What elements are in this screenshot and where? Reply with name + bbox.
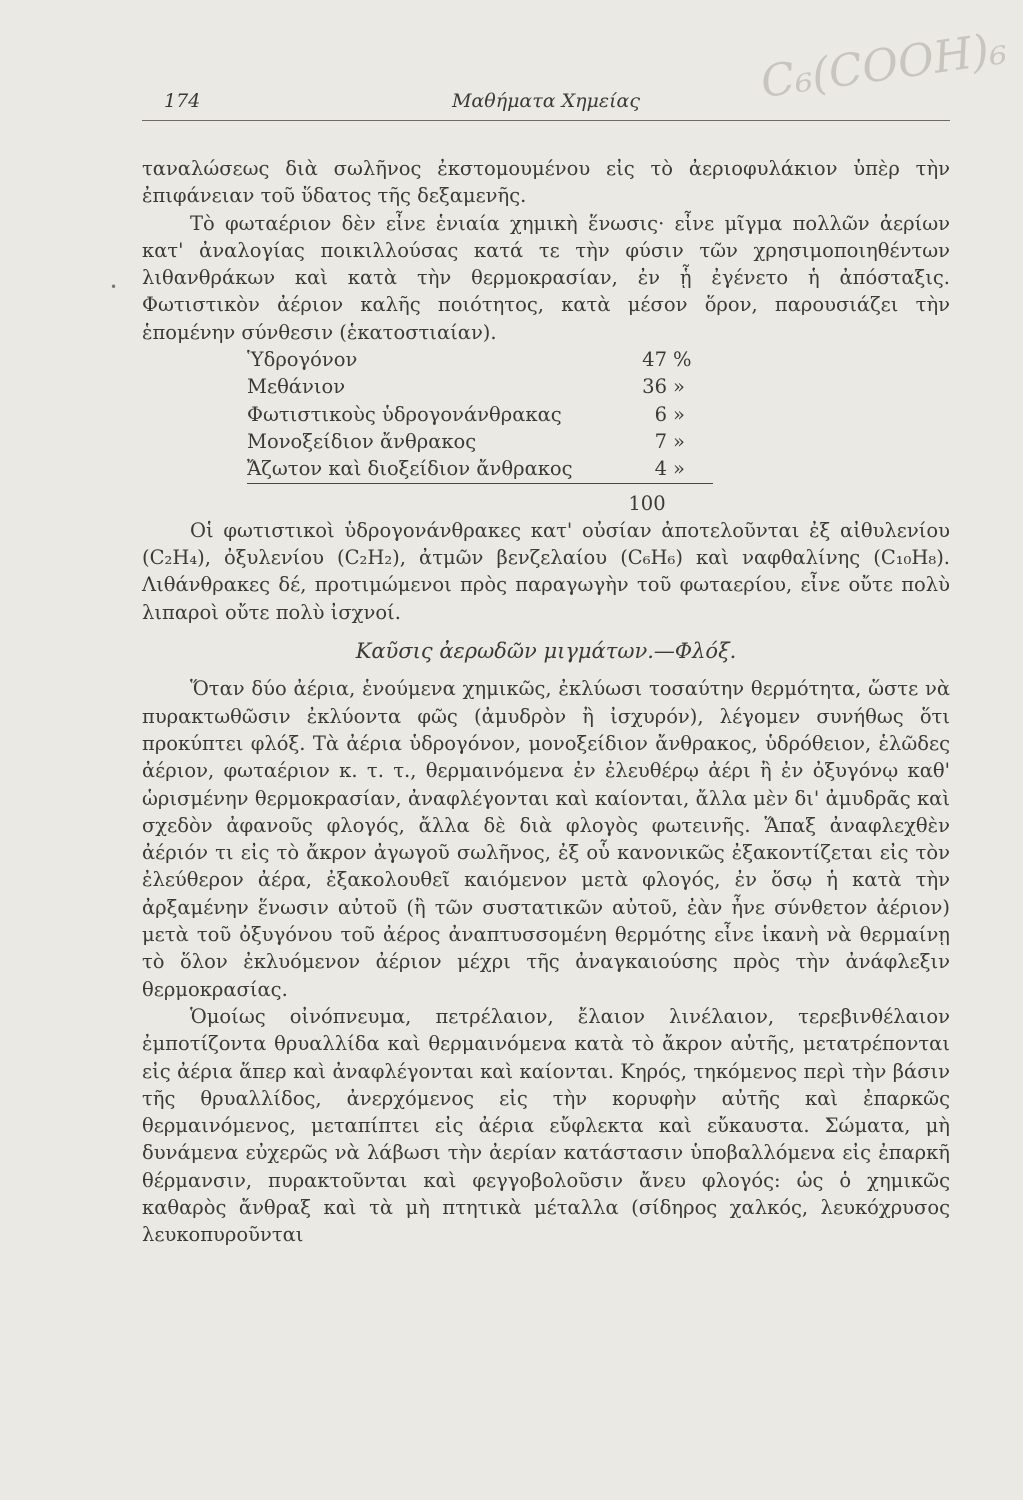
gas-value: 7: [654, 429, 667, 453]
gas-unit: »: [673, 429, 685, 453]
gas-name: Φωτιστικοὺς ὑδρογονάνθρακας: [247, 402, 562, 426]
gas-unit: »: [667, 455, 713, 483]
paragraph-liquids: Ὁμοίως οἰνόπνευμα, πετρέλαιον, ἔλαιον λινέλαιον, τερεβινθέλαιον ἐμποτίζοντα θρυαλλίδα καὶ θερμαινόμενα κατὰ τὸ ἄκρον αὐτῆς, μετατρέπονται εἰς ἀέρια ἅπερ καὶ ἀναφλέγονται καὶ καίονται. Κηρός, τηκόμενος περὶ τὴν βάσιν τῆς θρυαλλίδος, ἀνερχόμενος εἰς τὴν κορυφὴν αὐτῆς καὶ ἐπαρκῶς θερμαινόμενος, μεταπίπτει εἰς ἀέρια εὔφλεκτα καὶ εὔκαυστα. Σώματα, μὴ δυνάμενα εὐχερῶς νὰ λάβωσι τὴν ἀερίαν κατάστασιν ὑποβαλλόμενα εἰς ἐπαρκῆ θέρμανσιν, πυρακτοῦνται καὶ φεγγοβολοῦσιν ἄνευ φλογός: ὡς ὁ χημικῶς καθαρὸς ἄνθραξ καὶ τὰ μὴ πτητικὰ μέταλλα (σίδηρος χαλκός, λευκόχρυσος λευκοπυροῦνται: [142, 1004, 950, 1247]
gas-value: 47: [642, 348, 667, 372]
table-row: [247, 455, 713, 483]
paragraph-flame: Ὅταν δύο ἀέρια, ἑνούμενα χημικῶς, ἐκλύωσι τοσαύτην θερμότητα, ὥστε νὰ πυρακτωθῶσιν ἐκλύοντα φῶς (ἀμυδρὸν ἢ ἰσχυρόν), λέγομεν συνήθως ὅτι προκύπτει φλόξ. Τὰ ἀέρια ὑδρογόνον, μονοξείδιον ἄνθρακος, ὑδρόθειον, ἑλῶδες ἀέριον, φωταέριον κ. τ. τ., θερμαινόμενα ἐν ἐλευθέρῳ ἀέρι ἢ ἐν ὀξυγόνῳ καθ' ὡρισμένην θερμοκρασίαν, ἀναφλέγονται καὶ καίονται, ἄλλα μὲν δι' ἀμυδρᾶς καὶ σχεδὸν ἀφανοῦς φλογός, ἄλλα δὲ διὰ φλογὸς φωτεινῆς. Ἅπαξ ἀναφλεχθὲν ἀέριόν τι εἰς τὸ ἄκρον ἀγωγοῦ σωλῆνος, ἐξ οὗ κανονικῶς ἐξακοντίζεται εἰς τὸν ἐλεύθερον ἀέρα, ἐξακολουθεῖ καιόμενον μετὰ φλογός, ἐν ὅσῳ ἡ κατὰ τὴν ἀρξαμένην ἕνωσιν αὐτοῦ (ἢ τῶν συστατικῶν αὐτοῦ, ἐὰν ἦνε σύνθετον ἀέριον) μετὰ τοῦ ὀξυγόνου τοῦ ἀέρος ἀναπτυσσομένη θερμότης εἶνε ἱκανὴ νὰ θερμαίνῃ τὸ ὅλον ἐκλυόμενον ἀέριον μέχρι τῆς ἀναγκαιούσης πρὸς τὴν ἀνάφλεξιν θερμοκρασίας.: [142, 677, 950, 1001]
gas-unit: »: [673, 402, 685, 426]
table-row: [247, 373, 713, 400]
gas-name: Μονοξείδιον ἄνθρακος: [247, 429, 477, 453]
running-head: Μαθήματα Χημείας: [451, 90, 641, 112]
gas-value: 4: [627, 455, 667, 483]
paragraph-continuation: ταναλώσεως διὰ σωλῆνος ἐκστομουμένου εἰς τὸ ἀεριοφυλάκιον ὑπὲρ τὴν ἐπιφάνειαν τοῦ ὕδατος τῆς δεξαμενῆς.: [142, 157, 950, 208]
table-row: [247, 401, 713, 428]
gas-name: Μεθάνιον: [247, 375, 346, 399]
margin-dot: •: [110, 280, 118, 294]
margin-annotation: C₆(COOH)₆: [757, 23, 1010, 108]
table-row: [247, 428, 713, 455]
header-rule: [142, 120, 950, 121]
table-row: [247, 346, 713, 373]
table-total: 100: [628, 491, 666, 515]
page-body: [142, 155, 950, 1249]
section-heading: Καῦσις ἀερωδῶν μιγμάτων.—Φλόξ.: [355, 639, 737, 664]
gas-value: 36: [642, 375, 667, 399]
gas-value: 6: [654, 402, 667, 426]
gas-unit: %: [673, 348, 692, 372]
page-number: 174: [164, 90, 201, 112]
composition-table: [247, 346, 713, 483]
gas-name: Ἄζωτον καὶ διοξείδιον ἄνθρακος: [247, 455, 627, 483]
gas-name: Ὑδρογόνον: [247, 348, 358, 372]
paragraph-hydrocarbons: Οἱ φωτιστικοὶ ὑδρογονάνθρακες κατ' οὐσίαν ἀποτελοῦνται ἐξ αἰθυλενίου (C₂H₄), ὀξυλενίου (C₂H₂), ἀτμῶν βενζελαίου (C₆H₆) καὶ ναφθαλίνης (C₁₀H₈). Λιθάνθρακες δέ, προτιμώμενοι πρὸς παραγωγὴν τοῦ φωταερίου, εἶνε οὔτε πολὺ λιπαροὶ οὔτε πολὺ ἰσχνοί.: [142, 518, 950, 624]
gas-unit: »: [673, 375, 685, 399]
paragraph-gas-composition: Τὸ φωταέριον δὲν εἶνε ἑνιαία χημικὴ ἕνωσις· εἶνε μῖγμα πολλῶν ἀερίων κατ' ἀναλογίας ποικιλλούσας κατά τε τὴν φύσιν τῶν χρησιμοποιηθέντων λιθανθράκων καὶ κατὰ τὴν θερμοκρασίαν, ἐν ᾗ ἐγένετο ἡ ἀπόσταξις. Φωτιστικὸν ἀέριον καλῆς ποιότητος, κατὰ μέσον ὅρον, παρουσιάζει τὴν ἑπομένην σύνθεσιν (ἑκατοστιαίαν).: [142, 211, 950, 344]
